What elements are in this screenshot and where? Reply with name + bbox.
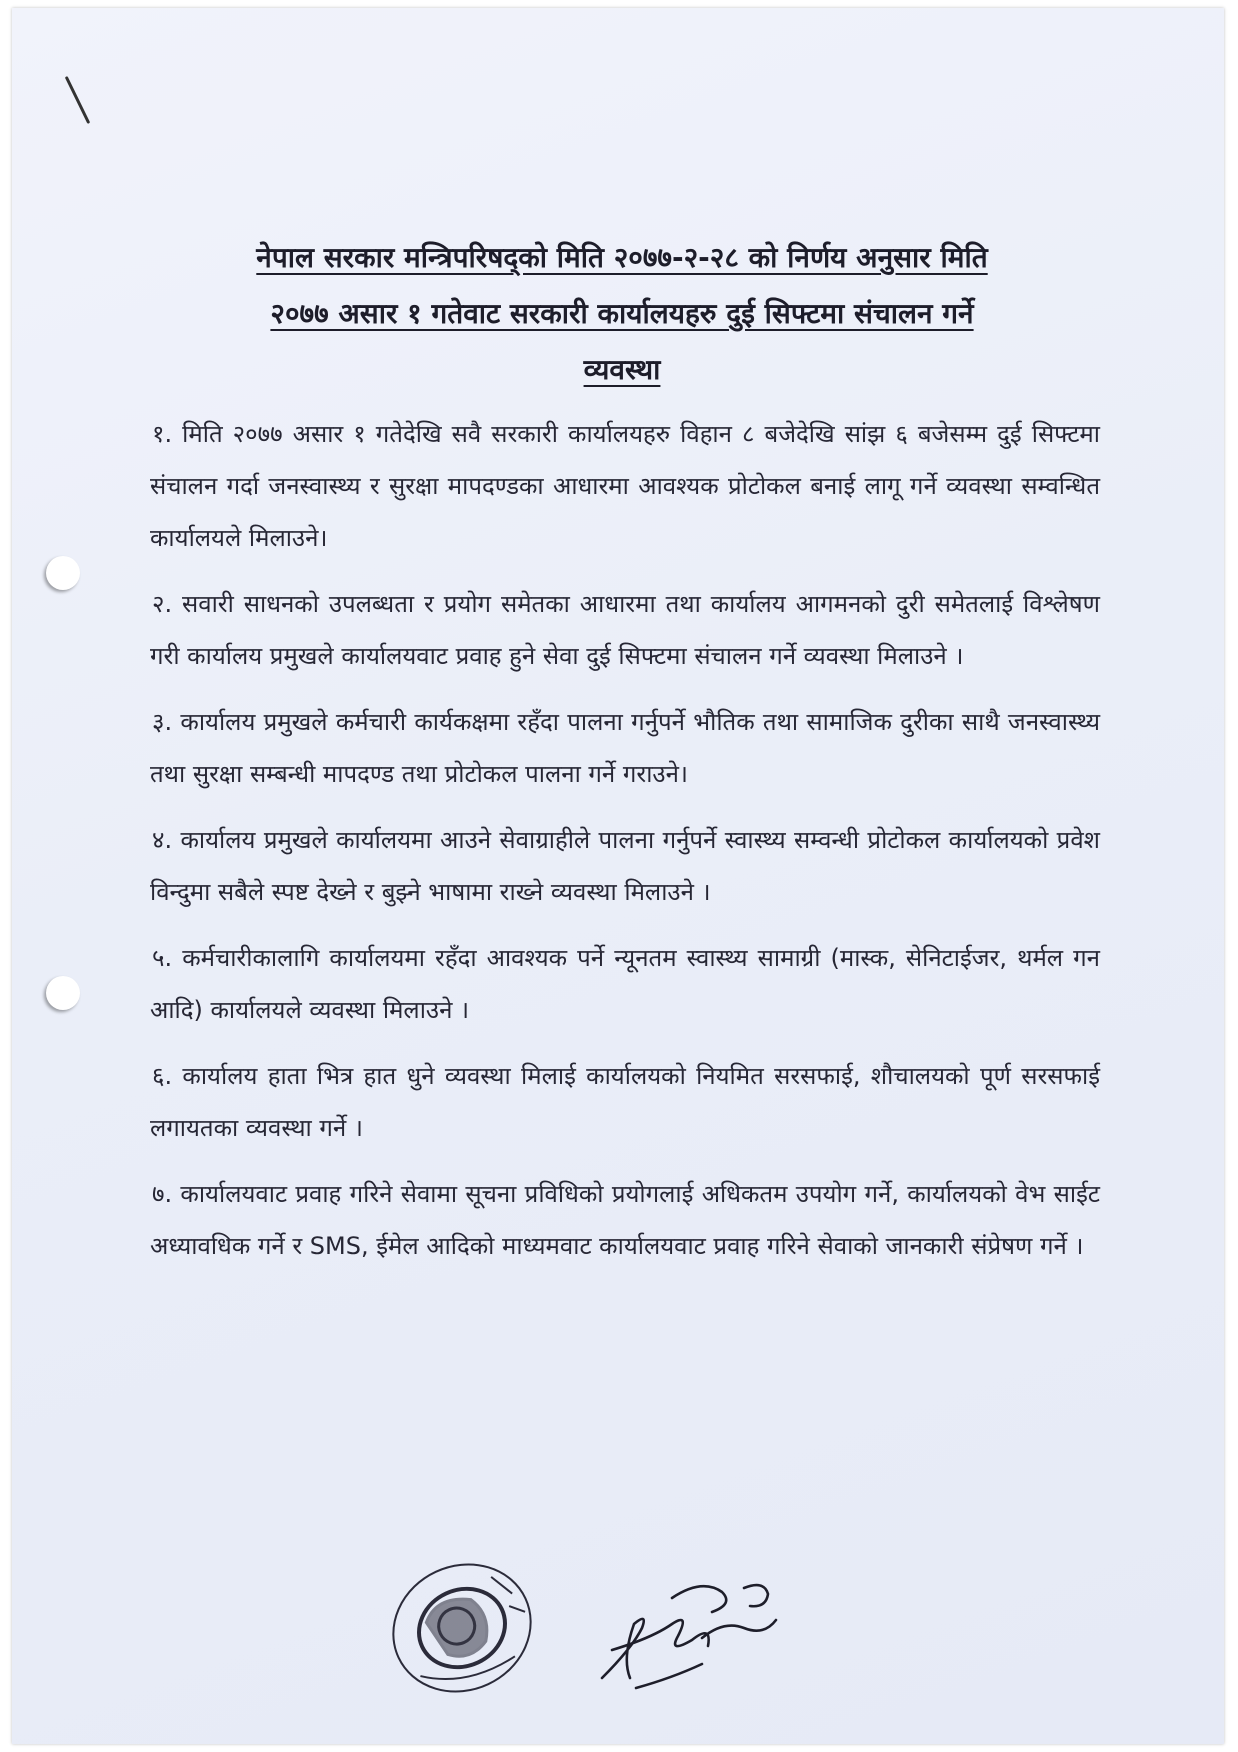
paragraph-3: ३. कार्यालय प्रमुखले कर्मचारी कार्यकक्षमा रहँदा पालना गर्नुपर्ने भौतिक तथा सामाजिक दुरीका साथै जनस्वास्थ्य तथा सुरक्षा सम्बन्धी मापदण्ड तथा प्रोटोकल पालना गर्ने गराउने।	[150, 708, 1100, 788]
paragraph-4: ४. कार्यालय प्रमुखले कार्यालयमा आउने सेवाग्राहीले पालना गर्नुपर्ने स्वास्थ्य सम्वन्धी प्रोटोकल कार्यालयको प्रवेश विन्दुमा सबैले स्पष्ट देख्ने र बुझ्ने भाषामा राख्ने व्यवस्था मिलाउने ।	[150, 826, 1100, 906]
paragraph-1: १. मिति २०७७ असार १ गतेदेखि सवै सरकारी कार्यालयहरु विहान ८ बजेदेखि सांझ ६ बजेसम्म दुई सिफ्टमा संचालन गर्दा जनस्वास्थ्य र सुरक्षा मापदण्डका आधारमा आवश्यक प्रोटोकल बनाई लागू गर्ने व्यवस्था सम्वन्धित कार्यालयले मिलाउने।	[150, 420, 1100, 552]
signature-block	[372, 1528, 832, 1728]
title-line-3: व्यवस्था	[583, 353, 661, 386]
paragraph-6: ६. कार्यालय हाता भित्र हात धुने व्यवस्था मिलाई कार्यालयको नियमित सरसफाई, शौचालयको पूर्ण सरसफाई लगायतका व्यवस्था गर्ने ।	[150, 1062, 1100, 1142]
signature-icon	[602, 1585, 776, 1688]
document-page	[12, 8, 1224, 1744]
official-seal-icon	[372, 1528, 832, 1728]
document-title	[162, 230, 1082, 398]
document-body	[150, 408, 1100, 1286]
paragraph-2: २. सवारी साधनको उपलब्धता र प्रयोग समेतका आधारमा तथा कार्यालय आगमनको दुरी समेतलाई विश्लेषण गरी कार्यालय प्रमुखले कार्यालयवाट प्रवाह हुने सेवा दुई सिफ्टमा संचालन गर्ने व्यवस्था मिलाउने ।	[150, 590, 1100, 670]
title-line-1: नेपाल सरकार मन्त्रिपरिषद्को मिति २०७७-२-२८ को निर्णय अनुसार मिति	[256, 241, 988, 274]
pen-mark	[65, 76, 90, 124]
punch-hole-upper	[46, 556, 80, 590]
paragraph-7: ७. कार्यालयवाट प्रवाह गरिने सेवामा सूचना प्रविधिको प्रयोगलाई अधिकतम उपयोग गर्ने, कार्यालयको वेभ साईट अध्यावधिक गर्ने र SMS, ईमेल आदिको माध्यमवाट कार्यालयवाट प्रवाह गरिने सेवाको जानकारी संप्रेषण गर्ने ।	[150, 1180, 1100, 1260]
title-line-2: २०७७ असार १ गतेवाट सरकारी कार्यालयहरु दुई सिफ्टमा संचालन गर्ने	[270, 297, 974, 330]
paragraph-5: ५. कर्मचारीकालागि कार्यालयमा रहँदा आवश्यक पर्ने न्यूनतम स्वास्थ्य सामाग्री (मास्क, सेनिटाईजर, थर्मल गन आदि) कार्यालयले व्यवस्था मिलाउने ।	[150, 944, 1100, 1024]
punch-hole-lower	[46, 976, 80, 1010]
